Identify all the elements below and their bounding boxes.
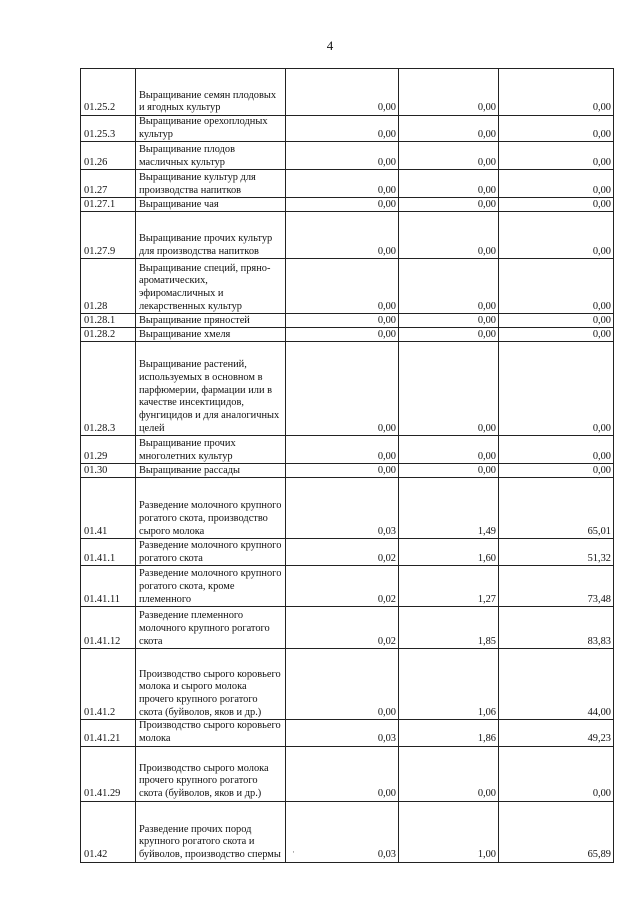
code-cell: 01.41.11	[81, 566, 136, 607]
value-3-cell: 0,00	[499, 746, 614, 801]
value-3-cell: 65,01	[499, 478, 614, 539]
table-row	[81, 259, 614, 314]
value-2-cell: 0,00	[399, 69, 499, 116]
code-cell: 01.41.29	[81, 746, 136, 801]
name-cell: Выращивание растений, используемых в основном в парфюмерии, фармации или в качестве инсектицидов, фунгицидов и для аналогичных целей	[136, 342, 286, 436]
name-cell: Разведение прочих пород крупного рогатого скота и буйволов, производство спермы	[136, 801, 286, 862]
code-cell: 01.41	[81, 478, 136, 539]
value-3-cell: 0,00	[499, 198, 614, 212]
code-cell: 01.28	[81, 259, 136, 314]
table-row	[81, 566, 614, 607]
name-cell: Разведение молочного крупного рогатого скота	[136, 539, 286, 566]
value-1-cell: 0,02	[286, 607, 399, 649]
name-cell: Производство сырого коровьего молока и сырого молока прочего крупного рогатого скота (буйволов, яков и др.)	[136, 649, 286, 720]
table-row	[81, 198, 614, 212]
value-1-cell: 0,00	[286, 436, 399, 464]
value-3-cell: 65,89	[499, 801, 614, 862]
table-row	[81, 142, 614, 170]
table-row	[81, 464, 614, 478]
table-row	[81, 116, 614, 142]
value-1-cell: 0,00	[286, 116, 399, 142]
value-2-cell: 0,00	[399, 198, 499, 212]
value-3-cell: 51,32	[499, 539, 614, 566]
value-2-cell: 1,27	[399, 566, 499, 607]
table-row	[81, 720, 614, 746]
name-cell: Выращивание чая	[136, 198, 286, 212]
table-row	[81, 746, 614, 801]
value-2-cell: 0,00	[399, 212, 499, 259]
value-3-cell: 0,00	[499, 212, 614, 259]
value-3-cell: 0,00	[499, 142, 614, 170]
code-cell: 01.25.2	[81, 69, 136, 116]
value-2-cell: 1,00	[399, 801, 499, 862]
table-row	[81, 436, 614, 464]
value-1-cell: 0,00	[286, 142, 399, 170]
value-1-cell: 0,00	[286, 649, 399, 720]
value-3-cell: 0,00	[499, 436, 614, 464]
table-row	[81, 212, 614, 259]
table-row	[81, 328, 614, 342]
name-cell: Разведение молочного крупного рогатого скота, производство сырого молока	[136, 478, 286, 539]
table-row	[81, 170, 614, 198]
value-1-cell: 0,00	[286, 198, 399, 212]
table-row	[81, 801, 614, 862]
name-cell: Выращивание пряностей	[136, 314, 286, 328]
name-cell: Выращивание орехоплодных культур	[136, 116, 286, 142]
value-3-cell: 0,00	[499, 314, 614, 328]
value-3-cell: 0,00	[499, 69, 614, 116]
code-cell: 01.25.3	[81, 116, 136, 142]
name-cell: Производство сырого молока прочего крупного рогатого скота (буйволов, яков и др.)	[136, 746, 286, 801]
value-3-cell: 0,00	[499, 342, 614, 436]
name-cell: Выращивание семян плодовых и ягодных культур	[136, 69, 286, 116]
value-3-cell: 44,00	[499, 649, 614, 720]
table-row	[81, 649, 614, 720]
code-cell: 01.41.2	[81, 649, 136, 720]
value-2-cell: 1,06	[399, 649, 499, 720]
name-cell: Выращивание рассады	[136, 464, 286, 478]
value-1-cell: 0,00	[286, 342, 399, 436]
value-1-cell: 0,00	[286, 259, 399, 314]
value-2-cell: 0,00	[399, 436, 499, 464]
code-cell: 01.28.2	[81, 328, 136, 342]
value-2-cell: 1,49	[399, 478, 499, 539]
code-cell: 01.27.9	[81, 212, 136, 259]
value-2-cell: 0,00	[399, 314, 499, 328]
value-1-cell: 0,00	[286, 746, 399, 801]
code-cell: 01.41.21	[81, 720, 136, 746]
code-cell: 01.41.1	[81, 539, 136, 566]
value-2-cell: 1,60	[399, 539, 499, 566]
name-cell: Разведение племенного молочного крупного рогатого скота	[136, 607, 286, 649]
value-3-cell: 83,83	[499, 607, 614, 649]
name-cell: Выращивание прочих многолетних культур	[136, 436, 286, 464]
name-cell: Выращивание специй, пряно-ароматических, эфиромасличных и лекарственных культур	[136, 259, 286, 314]
name-cell: Производство сырого коровьего молока	[136, 720, 286, 746]
table-row	[81, 69, 614, 116]
table-body	[81, 69, 614, 863]
value-3-cell: 0,00	[499, 170, 614, 198]
value-1-cell: 0,00	[286, 464, 399, 478]
name-cell: Выращивание плодов масличных культур	[136, 142, 286, 170]
okved-table	[80, 68, 614, 863]
value-1-cell: 0,03	[286, 801, 399, 862]
code-cell: 01.30	[81, 464, 136, 478]
code-cell: 01.42	[81, 801, 136, 862]
code-cell: 01.28.3	[81, 342, 136, 436]
table-row	[81, 314, 614, 328]
code-cell: 01.27.1	[81, 198, 136, 212]
value-1-cell: 0,00	[286, 328, 399, 342]
table-row	[81, 607, 614, 649]
value-2-cell: 1,85	[399, 607, 499, 649]
value-3-cell: 49,23	[499, 720, 614, 746]
code-cell: 01.41.12	[81, 607, 136, 649]
name-cell: Выращивание культур для производства напитков	[136, 170, 286, 198]
value-1-cell: 0,02	[286, 566, 399, 607]
code-cell: 01.27	[81, 170, 136, 198]
value-2-cell: 0,00	[399, 746, 499, 801]
value-2-cell: 0,00	[399, 142, 499, 170]
footer-mark: ·	[292, 847, 295, 857]
value-3-cell: 0,00	[499, 259, 614, 314]
value-1-cell: 0,02	[286, 539, 399, 566]
value-3-cell: 0,00	[499, 328, 614, 342]
value-1-cell: 0,03	[286, 478, 399, 539]
value-2-cell: 1,86	[399, 720, 499, 746]
code-cell: 01.29	[81, 436, 136, 464]
value-1-cell: 0,00	[286, 170, 399, 198]
value-3-cell: 0,00	[499, 464, 614, 478]
code-cell: 01.28.1	[81, 314, 136, 328]
value-2-cell: 0,00	[399, 170, 499, 198]
name-cell: Разведение молочного крупного рогатого скота, кроме племенного	[136, 566, 286, 607]
value-3-cell: 73,48	[499, 566, 614, 607]
page-number: 4	[326, 38, 334, 53]
value-3-cell: 0,00	[499, 116, 614, 142]
value-2-cell: 0,00	[399, 464, 499, 478]
value-1-cell: 0,03	[286, 720, 399, 746]
name-cell: Выращивание прочих культур для производства напитков	[136, 212, 286, 259]
value-1-cell: 0,00	[286, 314, 399, 328]
table-row	[81, 478, 614, 539]
value-2-cell: 0,00	[399, 342, 499, 436]
table-row	[81, 539, 614, 566]
value-2-cell: 0,00	[399, 116, 499, 142]
value-1-cell: 0,00	[286, 212, 399, 259]
value-1-cell: 0,00	[286, 69, 399, 116]
code-cell: 01.26	[81, 142, 136, 170]
value-2-cell: 0,00	[399, 328, 499, 342]
table-row	[81, 342, 614, 436]
value-2-cell: 0,00	[399, 259, 499, 314]
name-cell: Выращивание хмеля	[136, 328, 286, 342]
